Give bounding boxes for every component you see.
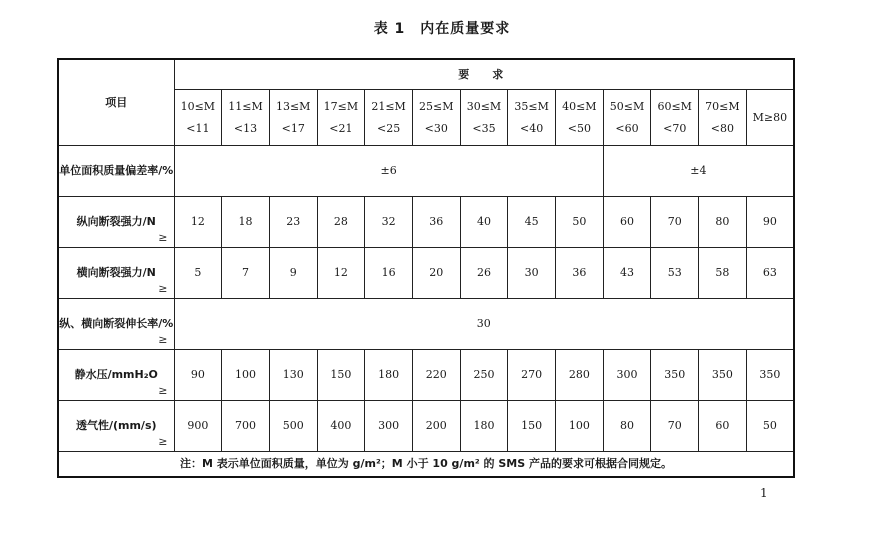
quality-requirements-table	[57, 58, 795, 478]
row-air-permeability	[58, 401, 794, 452]
value-cell: 350	[746, 350, 794, 401]
range-lower: 40≤M	[562, 100, 597, 114]
range-upper: <30	[424, 121, 448, 135]
value-cell: 270	[508, 350, 556, 401]
row-label-cd-strength	[58, 248, 174, 299]
row-label-mass-deviation: 单位面积质量偏差率/%	[58, 146, 174, 197]
value-cell: 80	[699, 197, 747, 248]
header-requirement: 要 求	[174, 59, 794, 90]
value-cell: 50	[746, 401, 794, 452]
value-cell: 28	[317, 197, 365, 248]
header-range-cell	[651, 90, 699, 146]
value-cell: 220	[412, 350, 460, 401]
header-item: 项目	[58, 59, 174, 146]
value-cell: 130	[269, 350, 317, 401]
range-upper: <13	[233, 121, 258, 135]
value-cell: 58	[699, 248, 747, 299]
table-note: 注：M 表示单位面积质量，单位为 g/m²；M 小于 10 g/m² 的 SMS 产品的要求可根据合同规定。	[58, 452, 794, 478]
ge-symbol: ≥	[158, 230, 168, 244]
range-upper: <50	[567, 121, 591, 135]
value-cell: 500	[269, 401, 317, 452]
value-cell: 300	[603, 350, 651, 401]
value-cell: 50	[556, 197, 604, 248]
range-upper: <11	[186, 121, 210, 135]
row-note	[58, 452, 794, 478]
value-cell: 9	[269, 248, 317, 299]
row-hydrostatic	[58, 350, 794, 401]
value-cell: 150	[317, 350, 365, 401]
header-range-cell	[746, 90, 794, 146]
row-cd-strength	[58, 248, 794, 299]
value-cell: 350	[699, 350, 747, 401]
range-lower: 11≤M	[228, 100, 263, 114]
value-cell: 300	[365, 401, 413, 452]
header-row-requirement	[58, 59, 794, 90]
value-cell: 16	[365, 248, 413, 299]
value-cell: 36	[412, 197, 460, 248]
range-upper: <17	[281, 121, 305, 135]
value-cell: 60	[699, 401, 747, 452]
range-lower: 17≤M	[323, 100, 359, 114]
value-cell: 60	[603, 197, 651, 248]
value-cell: 80	[603, 401, 651, 452]
value-cell: 70	[651, 197, 699, 248]
value-cell: 150	[508, 401, 556, 452]
range-lower: 70≤M	[705, 100, 740, 114]
value-cell: 180	[460, 401, 508, 452]
table-title: 表 1 内在质量要求	[373, 21, 511, 37]
cell-mass-deviation-b: ±4	[603, 146, 794, 197]
value-cell: 12	[317, 248, 365, 299]
range-lower: 21≤M	[371, 100, 406, 114]
value-cell: 12	[174, 197, 222, 248]
row-label-hydrostatic	[58, 350, 174, 401]
range-lower: 60≤M	[657, 100, 692, 114]
value-cell: 100	[556, 401, 604, 452]
header-range-cell	[174, 90, 222, 146]
header-range-cell	[269, 90, 317, 146]
value-cell: 18	[222, 197, 270, 248]
range-upper: <25	[376, 121, 401, 135]
label-text: 静水压/mmH₂O	[74, 368, 158, 382]
header-range-cell	[508, 90, 556, 146]
row-md-strength	[58, 197, 794, 248]
header-range-cell	[222, 90, 270, 146]
header-range-cell	[412, 90, 460, 146]
range-upper: <40	[520, 121, 544, 135]
value-cell: 250	[460, 350, 508, 401]
value-cell: 53	[651, 248, 699, 299]
value-cell: 63	[746, 248, 794, 299]
value-cell: 900	[174, 401, 222, 452]
value-cell: 280	[556, 350, 604, 401]
header-range-cell	[699, 90, 747, 146]
value-cell: 43	[603, 248, 651, 299]
range-upper: <80	[710, 121, 735, 135]
value-cell: 36	[556, 248, 604, 299]
ge-symbol: ≥	[158, 383, 168, 397]
value-cell: 90	[174, 350, 222, 401]
value-cell: 32	[365, 197, 413, 248]
header-range-cell	[556, 90, 604, 146]
row-label-md-strength	[58, 197, 174, 248]
range-upper: <60	[615, 121, 639, 135]
value-cell: 23	[269, 197, 317, 248]
value-cell: 5	[174, 248, 222, 299]
header-range-cell	[365, 90, 413, 146]
value-cell: 26	[460, 248, 508, 299]
ge-symbol: ≥	[158, 434, 168, 448]
range-lower: 10≤M	[180, 100, 216, 114]
label-text: 纵、横向断裂伸长率/%	[59, 317, 174, 331]
row-label-air-permeability	[58, 401, 174, 452]
header-range-cell	[603, 90, 651, 146]
value-cell: 700	[222, 401, 270, 452]
value-cell: 30	[508, 248, 556, 299]
value-cell: 90	[746, 197, 794, 248]
range-upper: <35	[472, 121, 496, 135]
value-cell: 100	[222, 350, 270, 401]
value-cell: 7	[222, 248, 270, 299]
value-cell: 70	[651, 401, 699, 452]
range-lower: 25≤M	[419, 100, 454, 114]
cell-mass-deviation-a: ±6	[174, 146, 603, 197]
row-label-elongation	[58, 299, 174, 350]
value-cell: 400	[317, 401, 365, 452]
range-lower: 50≤M	[609, 100, 645, 114]
row-mass-deviation	[58, 146, 794, 197]
header-range-cell	[460, 90, 508, 146]
range-upper: <21	[329, 121, 353, 135]
value-cell: 180	[365, 350, 413, 401]
label-text: 透气性/(mm/s)	[75, 419, 157, 433]
cell-elongation: 30	[174, 299, 794, 350]
value-cell: 45	[508, 197, 556, 248]
ge-symbol: ≥	[158, 281, 168, 295]
header-range-cell	[317, 90, 365, 146]
ge-symbol: ≥	[158, 332, 168, 346]
row-elongation	[58, 299, 794, 350]
value-cell: 20	[412, 248, 460, 299]
range-lower: 30≤M	[466, 100, 502, 114]
range-lower: 35≤M	[514, 100, 549, 114]
label-text: 纵向断裂强力/N	[76, 215, 156, 229]
value-cell: 40	[460, 197, 508, 248]
value-cell: 200	[412, 401, 460, 452]
value-cell: 350	[651, 350, 699, 401]
page-number: 1	[760, 486, 768, 500]
range-lower: 13≤M	[275, 100, 311, 114]
range-upper: <70	[663, 121, 687, 135]
range-lower: M≥80	[752, 110, 788, 124]
label-text: 横向断裂强力/N	[76, 266, 156, 280]
